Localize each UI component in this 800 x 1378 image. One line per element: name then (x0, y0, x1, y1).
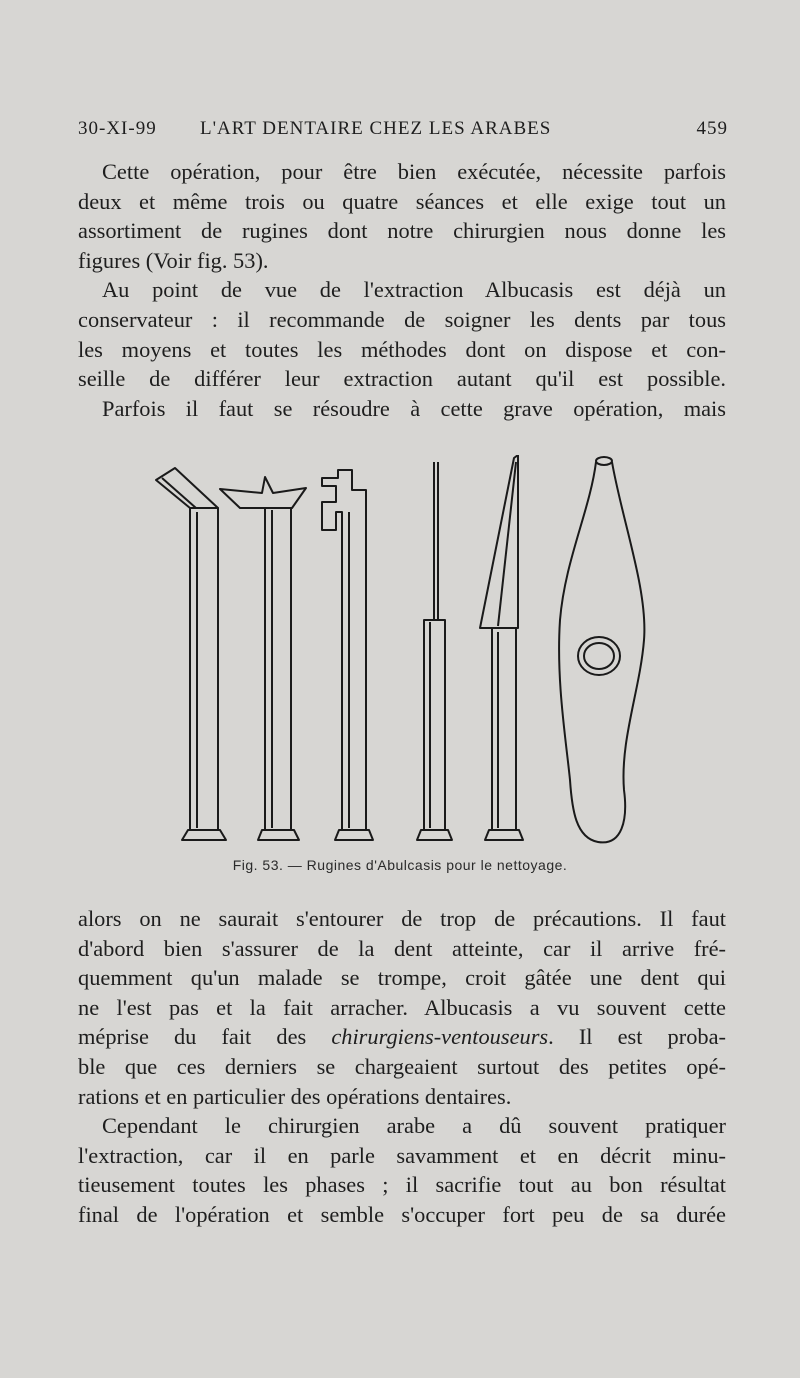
text-line: ne l'est pas et la fait arracher. Albucasis a vu souvent cette (78, 994, 726, 1020)
text-line: figures (Voir fig. 53). (78, 247, 269, 273)
text-line: Cependant le chirurgien arabe a dû souvent pratiquer (102, 1113, 726, 1139)
text-line: Cette opération, pour être bien exécutée, nécessite parfois (102, 159, 726, 184)
text-line: Parfois il faut se résoudre à cette grave opération, mais (102, 395, 726, 421)
paragraph (78, 157, 726, 275)
figure-caption: Fig. 53. — Rugines d'Abulcasis pour le nettoyage. (232, 857, 568, 873)
text-line: deux et même trois ou quatre séances et elle exige tout un (78, 188, 726, 214)
text-line: les moyens et toutes les méthodes dont on dispose et con- (78, 336, 726, 362)
italic-term: chirurgiens-ventouseurs (331, 1024, 549, 1050)
date-folio: 30-XI-99 (78, 118, 157, 139)
text-block-top (78, 157, 726, 423)
rugine-2-illustration (220, 477, 306, 840)
paragraph (78, 904, 726, 1111)
rugine-1-illustration (156, 468, 226, 840)
text-run: . Il est proba- (548, 1024, 726, 1050)
text-line: rations et en particulier des opérations dentaires. (78, 1083, 512, 1109)
page-number: 459 (696, 118, 728, 139)
text-line: quemment qu'un malade se trompe, croit gâtée une dent qui (78, 965, 726, 991)
text-line: final de l'opération et semble s'occuper fort peu de sa durée (78, 1201, 726, 1227)
running-title: L'ART DENTAIRE CHEZ LES ARABES (200, 118, 552, 139)
paragraph (78, 1111, 726, 1229)
text-line: d'abord bien s'assurer de la dent atteinte, car il arrive fré- (78, 935, 726, 961)
text-line: seille de différer leur extraction autant qu'il est possible. (78, 366, 726, 392)
text-line: conservateur : il recommande de soigner les dents par tous (78, 306, 726, 332)
rugine-5-illustration (480, 455, 523, 840)
text-block-bottom (78, 904, 726, 1230)
text-line: Au point de vue de l'extraction Albucasis est déjà un (102, 277, 726, 303)
paragraph (78, 394, 726, 424)
figure-53-rugines (140, 455, 660, 845)
text-line: ble que ces derniers se chargeaient surtout des petites opé- (78, 1053, 726, 1079)
running-head (78, 118, 728, 148)
text-line: tieusement toutes les phases ; il sacrifie tout au bon résultat (78, 1172, 726, 1198)
text-line: alors on ne saurait s'entourer de trop de précautions. Il faut (78, 906, 726, 931)
text-run: méprise du fait des (78, 1024, 332, 1050)
text-line (78, 1022, 726, 1052)
rugine-6-illustration (559, 457, 644, 842)
text-line: assortiment de rugines dont notre chirurgien nous donne les (78, 218, 726, 244)
rugine-3-illustration (322, 470, 373, 840)
text-line: l'extraction, car il en parle savamment et en décrit minu- (78, 1142, 726, 1168)
rugine-4-illustration (417, 462, 452, 840)
paragraph (78, 275, 726, 393)
